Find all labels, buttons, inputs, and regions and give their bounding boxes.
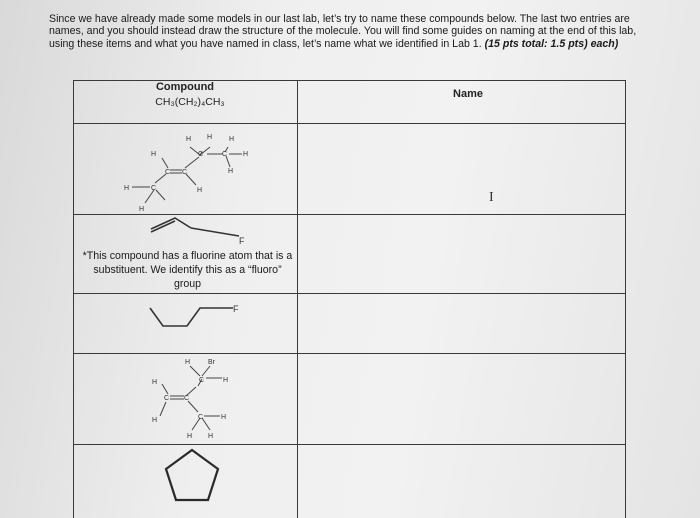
atom-label: H (243, 151, 249, 158)
compound-formula-1: CH₃(CH₂)₄CH₃ (155, 96, 225, 108)
text-cursor-icon: I (489, 190, 494, 205)
fluorine-label: F (239, 236, 245, 246)
atom-label: C (184, 395, 190, 402)
instructions-line-3: of this lab, using these items and what you have named in class, let’s name what we identified in Lab 1. (49, 25, 637, 50)
atom-label: C (199, 377, 205, 384)
atom-label: H (152, 379, 158, 386)
points-total: (15 pts total: 1.5 (484, 37, 566, 50)
atom-label: H (221, 414, 227, 421)
column-header-compound: Compound (155, 81, 215, 93)
atom-label: H (152, 417, 158, 424)
row-divider-1 (73, 123, 626, 124)
atom-label: H (223, 377, 229, 384)
atom-label: C (151, 185, 157, 192)
atom-label: H (228, 168, 234, 175)
structure-bromo-diene (140, 354, 250, 444)
table-left-border (73, 80, 74, 518)
structure-diene-1 (110, 125, 260, 215)
structure-cyclopentane (160, 446, 224, 508)
points-each: pts) each) (568, 37, 619, 50)
table-column-divider (297, 80, 298, 518)
atom-label: H (151, 151, 157, 158)
fluorine-label: F (233, 304, 239, 314)
atom-label: C (164, 395, 170, 402)
column-header-name: Name (453, 88, 483, 100)
instructions-paragraph (49, 13, 649, 50)
atom-label: C (165, 169, 171, 176)
atom-label: H (185, 359, 191, 366)
atom-label: H (186, 136, 192, 143)
row-divider-5 (73, 444, 626, 445)
atom-label: H (208, 433, 214, 440)
instructions-line-2: are names, and you should instead draw the structure of the molecule. You will find some guides on naming at the end (49, 13, 630, 38)
structure-fluoro-skeletal-2 (145, 296, 255, 336)
atom-label: H (229, 136, 235, 143)
fluoro-note: *This compound has a fluorine atom that is a substituent. We identify this as a “fluoro” group (82, 250, 293, 290)
atom-label: C (222, 151, 228, 158)
structure-fluoro-skeletal (145, 216, 255, 248)
atom-label: H (207, 134, 213, 141)
atom-label: C (198, 151, 204, 158)
atom-label: H (197, 187, 203, 194)
atom-label: C (198, 414, 204, 421)
row-divider-3 (73, 293, 626, 294)
atom-label: H (139, 206, 145, 213)
atom-label: H (187, 433, 193, 440)
table-right-border (625, 80, 626, 518)
instructions-line-1: Since we have already made some models in our last lab, let’s try to name these compounds below. The last two entries (49, 13, 612, 25)
atom-label: Br (208, 359, 215, 366)
atom-label: H (124, 185, 130, 192)
atom-label: C (182, 169, 188, 176)
